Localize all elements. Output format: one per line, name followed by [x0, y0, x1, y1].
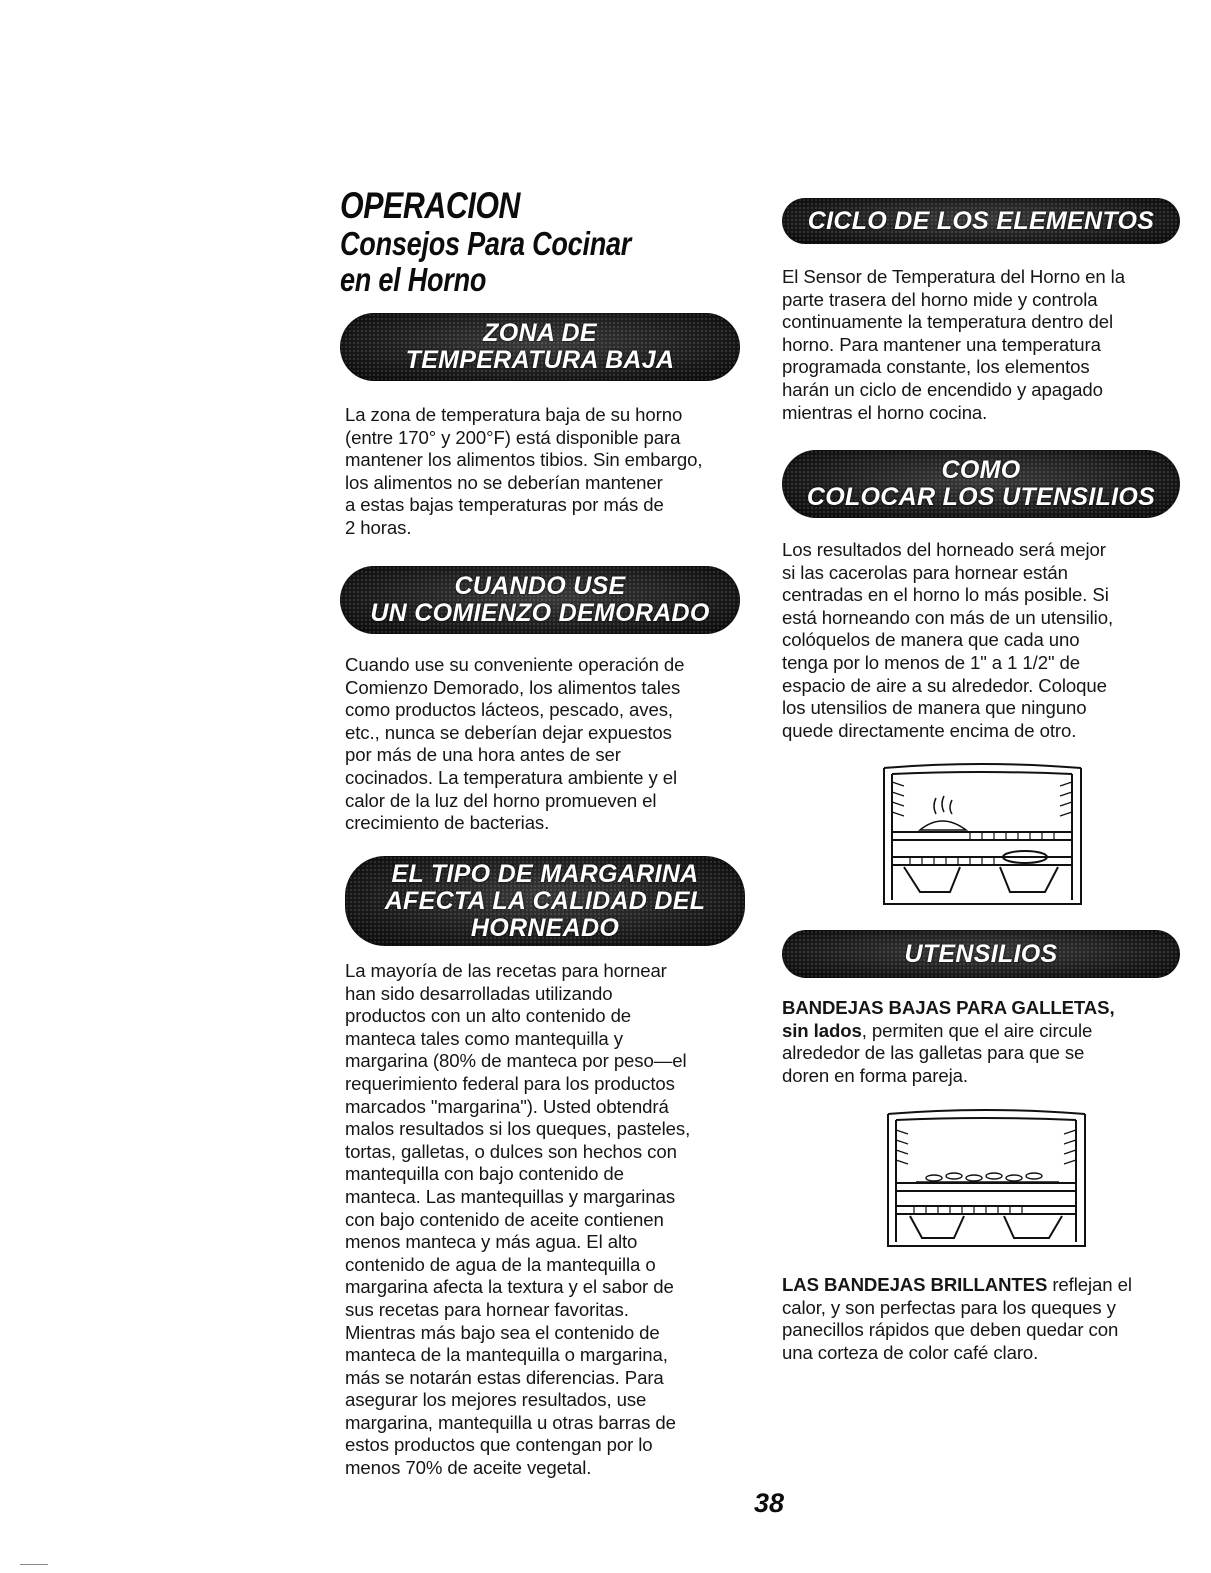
heading-ciclo-elementos — [782, 198, 1180, 244]
como-line: si las cacerolas para hornear están — [782, 561, 1068, 583]
margarina-line: más se notarán estas diferencias. Para — [345, 1366, 664, 1388]
cuando-line: crecimiento de bacterias. — [345, 812, 550, 834]
zona-line: mantener los alimentos tibios. Sin embargo, — [345, 449, 703, 471]
utensilios-p1-rest: , permiten que el aire circule — [861, 1019, 1093, 1041]
heading-comienzo-demorado — [340, 566, 740, 634]
heading-margarina — [345, 856, 745, 946]
como-body — [782, 539, 1113, 742]
margarina-line: asegurar los mejores resultados, use — [345, 1389, 647, 1411]
como-line: centradas en el horno lo más posible. Si — [782, 584, 1109, 606]
zona-line: los alimentos no se deberían mantener — [345, 471, 663, 493]
margarina-line: menos 70% de aceite vegetal. — [345, 1457, 592, 1479]
cuando-line: como productos lácteos, pescado, aves, — [345, 699, 673, 721]
margarina-line: requerimiento federal para los productos — [345, 1072, 675, 1094]
utensilios-p2 — [782, 1274, 1132, 1364]
margarina-line: manteca tales como mantequilla y — [345, 1027, 623, 1049]
subtitle-line-2: en el Horno — [340, 261, 487, 298]
margarina-line: manteca. Las mantequillas y margarinas — [345, 1185, 676, 1207]
oven-two-racks-illustration — [880, 762, 1085, 912]
utensilios-line: una corteza de color café claro. — [782, 1341, 1039, 1363]
margarina-line: marcados "margarina"). Usted obtendrá — [345, 1095, 669, 1117]
margarina-line: margarina afecta la textura y el sabor de — [345, 1276, 674, 1298]
heading-ciclo: CICLO DE LOS ELEMENTOS — [807, 206, 1155, 235]
heading-cuando-line1: CUANDO USE — [454, 572, 626, 600]
ciclo-line: programada constante, los elementos — [782, 356, 1090, 378]
margarina-line: margarina (80% de manteca por peso—el — [345, 1050, 687, 1072]
heading-zona-line2: TEMPERATURA BAJA — [405, 346, 675, 374]
heading-zona-baja — [340, 313, 740, 381]
margarina-line: estos productos que contengan por lo — [345, 1434, 653, 1456]
subtitle-line-1: Consejos Para Cocinar — [340, 225, 632, 262]
heading-margarina-line1: EL TIPO DE MARGARINA — [391, 859, 699, 888]
heading-cuando-line2: UN COMIENZO DEMORADO — [370, 599, 710, 627]
como-line: tenga por lo menos de 1" a 1 1/2" de — [782, 651, 1081, 673]
como-line: Los resultados del horneado será mejor — [782, 539, 1106, 560]
margarina-body — [345, 960, 690, 1480]
heading-como-line2: COLOCAR LOS UTENSILIOS — [806, 483, 1156, 511]
utensilios-line: panecillos rápidos que deben quedar con — [782, 1319, 1119, 1341]
heading-zona-line1: ZONA DE — [483, 319, 597, 347]
utensilios-line: doren en forma pareja. — [782, 1064, 968, 1086]
margarina-line: manteca de la mantequilla o margarina, — [345, 1344, 668, 1366]
ciclo-line: harán un ciclo de encendido y apagado — [782, 378, 1103, 400]
zona-line: (entre 170° y 200°F) está disponible para — [345, 426, 681, 448]
page-subtitle — [340, 226, 631, 298]
margarina-line: con bajo contenido de aceite contienen — [345, 1208, 664, 1230]
utensilios-p1-line1 — [782, 997, 1115, 1020]
heading-colocar-utensilios — [782, 450, 1180, 518]
heading-margarina-line3: HORNEADO — [470, 913, 620, 942]
heading-como-line1: COMO — [941, 456, 1021, 484]
margarina-line: mantequilla con bajo contenido de — [345, 1163, 624, 1185]
margarina-line: productos con un alto contenido de — [345, 1005, 632, 1027]
cuando-body — [345, 654, 684, 835]
como-line: colóquelos de manera que cada uno — [782, 629, 1080, 651]
margarina-line: tortas, galletas, o dulces son hechos con — [345, 1140, 677, 1162]
ciclo-line: mientras el horno cocina. — [782, 401, 988, 423]
heading-utensilios — [782, 930, 1180, 978]
margarina-line: contenido de agua de la mantequilla o — [345, 1253, 656, 1275]
utensilios-line: alrededor de las galletas para que se — [782, 1042, 1085, 1064]
como-line: los utensilios de manera que ninguno — [782, 697, 1087, 719]
zona-body — [345, 404, 702, 540]
cuando-line: calor de la luz del horno promueven el — [345, 789, 657, 811]
ciclo-line: continuamente la temperatura dentro del — [782, 311, 1113, 333]
margarina-line: La mayoría de las recetas para hornear — [345, 960, 667, 981]
zona-line: La zona de temperatura baja de su horno — [345, 404, 683, 425]
margarina-line: Mientras más bajo sea el contenido de — [345, 1321, 660, 1343]
ciclo-line: El Sensor de Temperatura del Horno en la — [782, 266, 1125, 287]
page-number: 38 — [754, 1488, 785, 1518]
heading-margarina-line2: AFECTA LA CALIDAD DEL — [384, 886, 706, 915]
bandejas-bajas-label: BANDEJAS BAJAS PARA GALLETAS, — [782, 997, 1115, 1018]
como-line: quede directamente encima de otro. — [782, 719, 1077, 741]
cuando-line: Comienzo Demorado, los alimentos tales — [345, 676, 681, 698]
como-line: está horneando con más de un utensilio, — [782, 606, 1114, 628]
sin-lados-label: sin lados — [782, 1019, 862, 1041]
utensilios-line: calor, y son perfectas para los queques y — [782, 1296, 1116, 1318]
cuando-line: por más de una hora antes de ser — [345, 744, 621, 766]
utensilios-p2-rest: reflejan el — [1047, 1274, 1132, 1295]
zona-line: 2 horas. — [345, 516, 412, 538]
margarina-line: han sido desarrolladas utilizando — [345, 982, 613, 1004]
margarina-line: menos manteca y más agua. El alto — [345, 1231, 638, 1253]
zona-line: a estas bajas temperaturas por más de — [345, 494, 664, 516]
utensilios-p1 — [782, 997, 1115, 1087]
scan-mark — [20, 1564, 48, 1565]
oven-cookie-sheet-illustration — [884, 1108, 1089, 1252]
utensilios-p2-line1 — [782, 1274, 1132, 1297]
margarina-line: malos resultados si los queques, pasteles, — [345, 1118, 691, 1140]
margarina-line: margarina, mantequilla u otras barras de — [345, 1411, 676, 1433]
section-title: OPERACION — [340, 185, 521, 226]
ciclo-line: horno. Para mantener una temperatura — [782, 333, 1101, 355]
ciclo-line: parte trasera del horno mide y controla — [782, 288, 1098, 310]
cuando-line: etc., nunca se deberían dejar expuestos — [345, 721, 672, 743]
utensilios-p1-line2 — [782, 1020, 1115, 1043]
como-line: espacio de aire a su alrededor. Coloque — [782, 674, 1107, 696]
bandejas-brillantes-label: LAS BANDEJAS BRILLANTES — [782, 1274, 1048, 1295]
margarina-line: sus recetas para hornear favoritas. — [345, 1298, 629, 1320]
heading-utensilios-label: UTENSILIOS — [904, 939, 1058, 968]
cuando-line: cocinados. La temperatura ambiente y el — [345, 766, 678, 788]
ciclo-body — [782, 266, 1125, 424]
cuando-line: Cuando use su conveniente operación de — [345, 654, 685, 675]
